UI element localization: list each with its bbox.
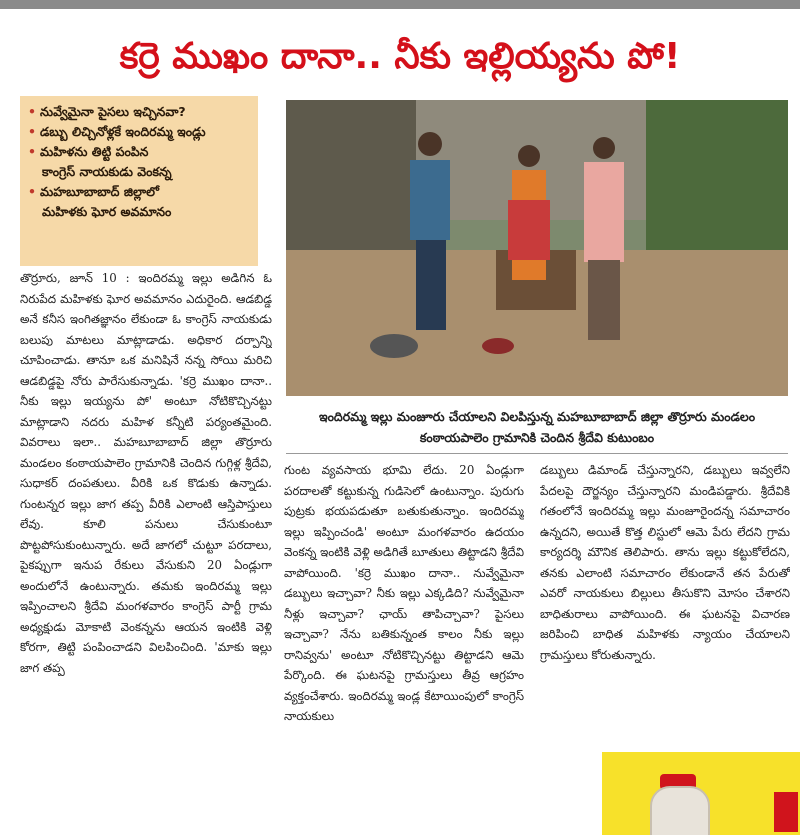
bullet-icon: • [28, 184, 36, 199]
headline: కర్రె ముఖం దానా.. నీకు ఇల్లియ్యను పో! [119, 36, 681, 77]
news-photo [286, 100, 788, 396]
highlight-item: • మహబూబాబాద్ జిల్లాలో [28, 184, 159, 199]
bottle-image [650, 786, 710, 835]
article-column-3: డబ్బులు డిమాండ్ చేస్తున్నారని, డబ్బులు ఇవ్వలేని పేదలపై దౌర్జన్యం చేస్తున్నారని మండిపడ్డారు. శ్రీదేవికి గతంలోనే ఇందిరమ్మ ఇల్లు మంజూరైందన్న సమాచారం ఉన్నదని, అయితే కొత్త లిస్టులో ఆమె పేరు లేదని గ్రామ కార్యదర్శి మౌనిక తెలిపారు. తాను ఇల్లు కట్టుకోలేదని, తనకు ఎలాంటి సమాచారం లేకుండానే తన పేరుతో ఎవరో నాయకులు బిల్లులు తీసుకొని మోసం చేశారని బాధితురాలు వాపోయింది. ఈ ఘటనపై విచారణ జరిపించి బాధిత మహిళకు న్యాయం చేయాలని గ్రామస్తులు కోరుతున్నారు. [540, 463, 790, 662]
bullet-icon: • [28, 104, 36, 119]
highlight-item-cont: కాంగ్రెస్ నాయకుడు వెంకన్న [42, 164, 172, 179]
article-column-2: గుంట వ్యవసాయ భూమి లేదు. 20 ఏండ్లుగా పరదాలతో కట్టుకున్న గుడిసెలో ఉంటున్నాం. పురుగు పుట్రకు భయపడుతూ బతుకుతున్నాం. ఇందిరమ్మ ఇల్లు ఇప్పించండి' అంటూ మంగళవారం ఉదయం వెంకన్న ఇంటికి వెళ్లి అడిగితే బూతులు తిట్టాడని శ్రీదేవి వాపోయింది. 'కర్రె ముఖం దానా.. నువ్వేమైనా డబ్బులు ఇచ్చావా? నీకు ఇల్లు ఎక్కడిది? నువ్వేమైనా నీళ్లు ఇచ్చావా? ఛాయ్ తాపిచ్చావా? పైసలు ఇచ్చావా? నేను బతికున్నంత కాలం నీకు ఇల్లు రానివ్వను' అంటూ నోటికొచ్చినట్టు తిట్టాడని ఆమె పేర్కొంది. ఈ ఘటనపై గ్రామస్తులు తీవ్ర ఆగ్రహం వ్యక్తంచేశారు. ఇందిరమ్మ ఇండ్ల కేటాయింపులో కాంగ్రెస్ నాయకులు [284, 463, 524, 723]
highlight-item: • నువ్వేమైనా పైసలు ఇచ్చినవా? [28, 104, 186, 119]
ad-brand-mark [774, 792, 798, 832]
article-column-1: తొర్రూరు, జూన్ 10 : ఇందిరమ్మ ఇల్లు అడిగిన ఓ నిరుపేద మహిళకు ఘోర అవమానం ఎదురైంది. ఆడబిడ్డ అనే కనీస ఇంగితజ్ఞానం లేకుండా ఓ కాంగ్రెస్ నాయకుడు బలుపు మాటలు మాట్లాడాడు. అధికార దర్పాన్ని చూపించాడు. తానూ ఒక మనిషినే నన్న సోయి మరిచి ఆడబిడ్డపై నోరు పారేసుకున్నాడు. 'కర్రె ముఖం దానా.. నీకు ఇల్లు ఇయ్యను పో' అంటూ నోటికొచ్చినట్టు మాట్లాడాని నదరు మహిళ కన్నీటి పర్యంతమైంది. వివరాలు ఇలా.. మహబూబాబాద్ జిల్లా తొర్రూరు మండలం కంఠాయపాలెం గ్రామానికి చెందిన గుగ్గిళ్ల శ్రీదేవి, సుధాకర్ దంపతులు. వీరికి ఒక కొడుకు ఉన్నాడు. గుంటన్నర ఇల్లు జాగ తప్ప వీరికి ఎలాంటి ఆస్తిపాస్తులు లేవు. కూలి పనులు చేసుకుంటూ పొట్టపోసుకుంటున్నారు. అదే జాగలో చుట్టూ పరదాలు, పైకప్పుగా ఇనుప రేకులు వేసుకుని 20 ఏండ్లుగా అందులోనే ఉంటున్నారు. తమకు ఇందిరమ్మ ఇల్లు ఇప్పించాలని శ్రీదేవి మంగళవారం కాంగ్రెస్ పార్టీ గ్రామ అధ్యక్షుడు మోకాటి వెంకన్నను ఆయన ఇంటికి వెళ్లి కోరగా, తిట్టి పంపించాడని విలపించింది. 'మాకు ఇల్లు జాగ తప్ప [20, 271, 272, 675]
highlight-item: • డబ్బు లిచ్చినోళ్లకే ఇందిరమ్మ ఇండ్లు [28, 124, 206, 139]
highlight-item-cont: మహిళకు ఘోర అవమానం [42, 204, 172, 219]
highlights-box [20, 96, 258, 266]
advertisement [602, 752, 800, 835]
bullet-icon: • [28, 144, 36, 159]
highlight-item: • మహిళను తిట్టి పంపిన [28, 144, 149, 159]
top-border [0, 0, 800, 9]
bullet-icon: • [28, 124, 36, 139]
photo-caption: ఇందిరమ్మ ఇల్లు మంజూరు చేయాలని విలపిస్తున్న మహబూబాబాద్ జిల్లా తొర్రూరు మండలం కంఠాయపాలెం గ్రామానికి చెందిన శ్రీదేవి కుటుంబం [286, 402, 788, 454]
